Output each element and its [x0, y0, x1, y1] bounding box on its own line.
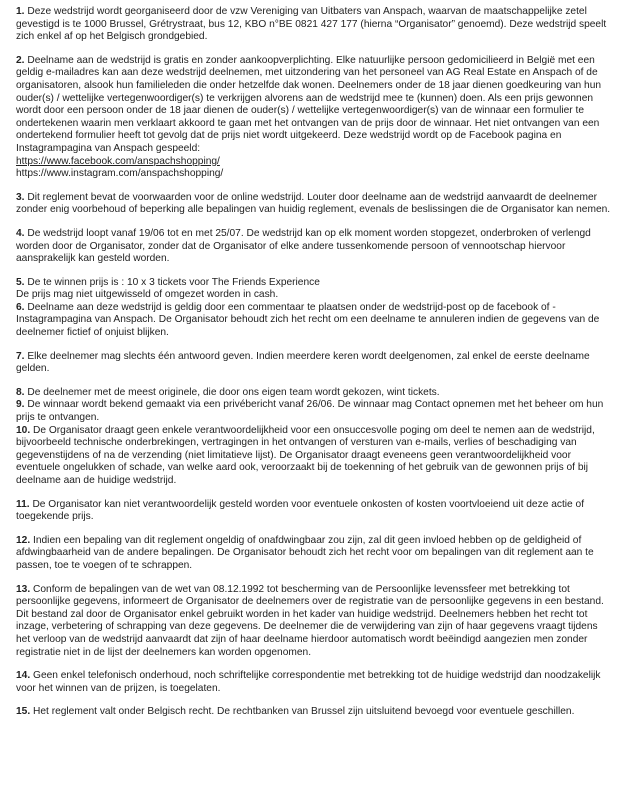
article-text: Elke deelnemer mag slechts één antwoord geven. Indien meerdere keren wordt deelgenomen, zal enkel de eerste deelname gelden.: [16, 350, 590, 375]
instagram-link-text: https://www.instagram.com/anspachshopping/: [16, 168, 224, 180]
article-number: 14.: [16, 670, 31, 682]
article-5: [16, 277, 614, 302]
article-text: Dit reglement bevat de voorwaarden voor de online wedstrijd. Louter door deelname aan de wedstrijd aanvaardt de deelnemer zonder enig voorbehoud of beperking alle bepalingen van huidig reglement, evenals de beslissingen die de Organisator kan nemen.: [16, 191, 611, 216]
article-12: [16, 535, 614, 573]
article-1: [16, 6, 614, 44]
article-number: 7.: [16, 350, 25, 362]
article-text: De Organisator draagt geen enkele verantwoordelijkheid voor een onsuccesvolle poging om deel te nemen aan de wedstrijd, bijvoorbeeld technische onderbrekingen, vertragingen in het ontvangen of versturen van e-mails, verlies of beschadiging van gegevenstijdens of na de verzending (niet limitatieve lijst). De Organisator draagt eveneens geen verantwoordelijkheid voor eventuele ongelukken of schade, van welke aard ook, veroorzaakt bij de toekenning of het gebruik van de gewonnen prijs of bij deelname aan de huidige wedstrijd.: [16, 424, 595, 486]
article-text: Conform de bepalingen van de wet van 08.12.1992 tot bescherming van de Persoonlijke levenssfeer met betrekking tot persoonlijke gegevens, informeert de Organisator de deelnemers over de registratie van de persoonlijke gegevens in een bestand. Dit bestand zal door de Organisator enkel gebruikt worden in het kader van huidige wedstrijd. Deelnemers hebben het recht tot inzage, verbetering of schrapping van deze gegevens. De deelnemer die de verwijdering van zijn of haar gegevens vraagt tijdens het verloop van de wedstrijd aanvaardt dat zijn of haar deelname hierdoor automatisch wordt beëindigd aangezien men zonder registratie niet in de lijst der deelnemers kan worden opgenomen.: [16, 583, 604, 658]
article-number: 9.: [16, 399, 25, 411]
article-number: 6.: [16, 301, 25, 313]
article-text: De deelnemer met de meest originele, die door ons eigen team wordt gekozen, wint tickets.: [27, 386, 440, 398]
article-text: Indien een bepaling van dit reglement ongeldig of onafdwingbaar zou zijn, zal dit geen invloed hebben op de geldigheid of afdwingbaarheid van de andere bepalingen. De Organisator behoudt zich het recht voor om bepalingen van dit reglement aan te passen, toe te voegen of te schrappen.: [16, 534, 594, 571]
article-2: [16, 55, 614, 181]
article-text: Het reglement valt onder Belgisch recht. De rechtbanken van Brussel zijn uitsluitend bevoegd voor eventuele geschillen.: [33, 706, 575, 718]
article-14: [16, 670, 614, 695]
article-text: De winnaar wordt bekend gemaakt via een privébericht vanaf 26/06. De winnaar mag Contact opnemen met het beheer om hun prijs te ontvangen.: [16, 399, 604, 424]
article-7: [16, 351, 614, 376]
article-text: Deelname aan deze wedstrijd is geldig door een commentaar te plaatsen onder de wedstrijd-post op de facebook of -Instagrampagina van Anspach. De Organisator behoudt zich het recht om een deelname te annuleren indien de gegevens van de deelnemer fictief of onjuist blijken.: [16, 301, 600, 339]
article-9: [16, 399, 614, 424]
article-text: Deze wedstrijd wordt georganiseerd door de vzw Vereniging van Uitbaters van Anspach, waarvan de maatschappelijke zetel gevestigd is te 1000 Brussel, Grétrystraat, bus 12, KBO n°BE 0821 427 177 (hierna “Organisator” genoemd). Deze wedstrijd speelt zich enkel af op het Belgisch grondgebied.: [16, 6, 607, 43]
article-number: 8.: [16, 386, 25, 398]
article-15: [16, 706, 614, 719]
article-number: 10.: [16, 424, 31, 436]
article-number: 15.: [16, 706, 31, 718]
article-11: [16, 499, 614, 524]
article-13: [16, 584, 614, 660]
article-text: Deelname aan de wedstrijd is gratis en zonder aankoopverplichting. Elke natuurlijke persoon gedomicilieerd in België met een geldig e-mailadres kan aan deze wedstrijd deelnemen, met uitzondering van het personeel van AG Real Estate en Anspach of de organisatoren, alsook hun familieleden die onder hetzelfde dak wonen. Deelnemers onder de 18 jaar dienen goedkeuring van hun ouder(s) / wettelijke vertegenwoordiger(s) te verkrijgen alvorens aan de wedstrijd mee te (kunnen) doen. Als een prijs gewonnen wordt door een persoon onder de 18 jaar dienen de ouder(s) / wettelijke vertegenwoordiger(s) van de winnaar een formulier te ondertekenen waarin men verklaart akkoord te gaan met het ontvangen van de prijs door de winnaar. Het niet ontvangen van een ondertekend formulier heeft tot gevolg dat de prijs niet wordt uitgekeerd. Deze wedstrijd wordt op de Facebook pagina en Instagrampagina van Anspach gespeeld:: [16, 54, 602, 154]
article-3: [16, 192, 614, 217]
article-number: 2.: [16, 54, 25, 66]
article-number: 5.: [16, 276, 25, 288]
article-text: De Organisator kan niet verantwoordelijk gesteld worden voor eventuele onkosten of kosten voortvloeiend uit deze actie of toegekende prijs.: [16, 498, 585, 523]
article-number: 1.: [16, 6, 25, 17]
article-number: 3.: [16, 191, 25, 203]
article-text: De te winnen prijs is : 10 x 3 tickets voor The Friends Experience: [27, 276, 320, 288]
article-number: 11.: [16, 498, 30, 510]
article-text: Geen enkel telefonisch onderhoud, noch schriftelijke correspondentie met betrekking tot de huidige wedstrijd dan noodzakelijk voor het winnen van de prijzen, is toegelaten.: [16, 670, 601, 694]
article-number: 13.: [16, 583, 31, 595]
article-4: [16, 228, 614, 266]
article-number: 12.: [16, 534, 31, 546]
article-number: 4.: [16, 227, 25, 239]
article-10: [16, 425, 614, 488]
article-8: [16, 387, 614, 400]
article-6: [16, 302, 614, 340]
facebook-link[interactable]: https://www.facebook.com/anspachshopping/: [16, 155, 220, 167]
article-text: De wedstrijd loopt vanaf 19/06 tot en met 25/07. De wedstrijd kan op elk moment worden stopgezet, onderbroken of verlengd worden door de Organisator, zonder dat de Organisator of elke andere tussenkomende persoon of vennootschap hiervoor aansprakelijk kan gesteld worden.: [16, 227, 591, 265]
article-text-cont: De prijs mag niet uitgewisseld of omgezet worden in cash.: [16, 289, 279, 301]
